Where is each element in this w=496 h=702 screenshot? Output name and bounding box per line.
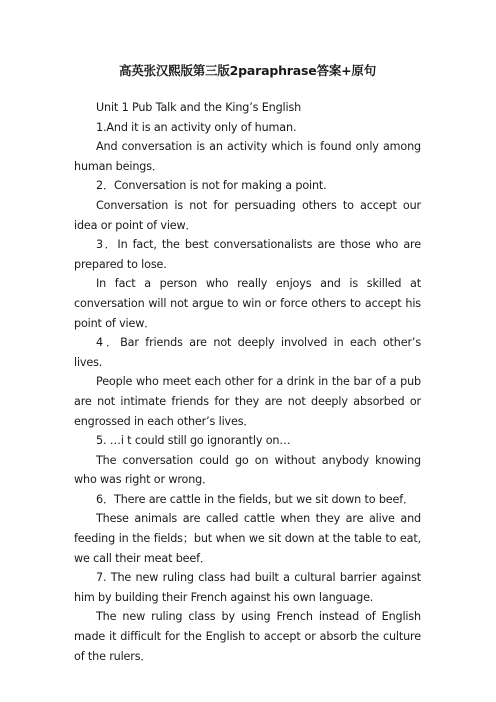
document-title: 高英张汉熙版第三版2paraphrase答案+原句 [118, 63, 377, 78]
paraphrase: The conversation could go on without anybody knowing who was right or wrong． [74, 453, 421, 487]
original-sentence: 3．In fact, the best conversationalists are those who are prepared to lose. [74, 238, 421, 271]
paraphrase: And conversation is an activity which is found only among human beings． [74, 140, 421, 173]
original-sentence: 1.And it is an activity only of human. [96, 120, 297, 134]
paraphrase: People who meet each other for a drink in the bar of a pub are not intimate friends for they are not deeply absorbed or engrossed in each other’s lives． [74, 375, 421, 428]
original-sentence: 4．Bar friends are not deeply involved in each other’s lives. [74, 336, 421, 369]
document-page [74, 62, 421, 666]
original-sentence: 5. …i t could still go ignorantly on… [96, 434, 291, 448]
original-sentence: 2．Conversation is not for making a point. [96, 179, 327, 193]
unit-heading: Unit 1 Pub Talk and the King’s English [96, 101, 302, 114]
original-sentence: 6．There are cattle in the fields, but we sit down to beef． [96, 492, 415, 506]
paraphrase: In fact a person who really enjoys and is skilled at conversation will not argue to win or force others to accept his point of view． [74, 277, 421, 330]
original-sentence: 7. The new ruling class had built a cultural barrier against him by building their French against his own language. [74, 571, 421, 604]
paraphrase: The new ruling class by using French instead of English made it difficult for the English to accept or absorb the culture of the rulers． [74, 610, 421, 663]
paraphrase: These animals are called cattle when they are alive and feeding in the fields；but when we sit down at the table to eat, we call their meat beef． [74, 512, 421, 565]
paraphrase: Conversation is not for persuading others to accept our idea or point of view． [74, 198, 421, 232]
